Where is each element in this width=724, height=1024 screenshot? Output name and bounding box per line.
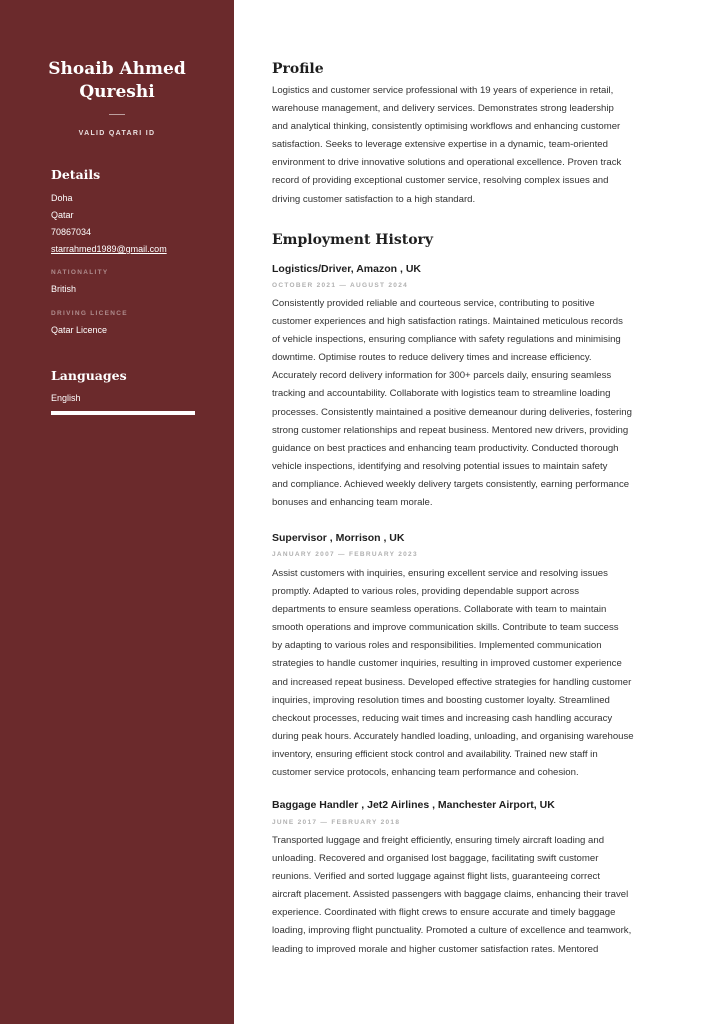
job-line: departments to ensure seamless operations. Collaborate with team to maintain — [272, 604, 607, 616]
job-line: customer experiences and high satisfaction ratings. Maintained meticulous records — [272, 316, 623, 328]
language-level-bar — [51, 411, 195, 415]
name-line-1: Shoaib Ahmed — [48, 59, 186, 79]
job-line: promptly. Adapted to various roles, providing dependable support across — [272, 586, 580, 598]
nationality-label: NATIONALITY — [51, 269, 109, 276]
job-line: loading, improving flight punctuality. Promoted a culture of excellence and teamwork, — [272, 925, 632, 937]
profile-line: environment to drive innovative solutions and operational excellence. Proven track — [272, 157, 622, 169]
details-phone: 70867034 — [51, 227, 92, 237]
job-title: Supervisor , Morrison , UK — [272, 532, 405, 544]
job-line: aircraft placement. Assisted passengers with baggage claims, enhancing their travel — [272, 889, 629, 901]
job-line: Accurately record delivery information for 300+ parcels daily, ensuring seamless — [272, 370, 612, 382]
job-line: Transported luggage and freight efficiently, ensuring timely aircraft loading and — [272, 835, 605, 846]
job-description — [272, 832, 678, 959]
details-city: Doha — [51, 193, 73, 203]
job-line: smooth operations and improve communication skills. Contribute to team success — [272, 622, 619, 634]
name-line-2: Qureshi — [79, 82, 155, 102]
profile-line: warehouse management, and delivery services. Demonstrates strong leadership — [272, 103, 614, 115]
job-line: guidance on best practices and enhancing team productivity. Conducted thorough — [272, 442, 619, 454]
profile-line: satisfaction. Seeks to leverage extensive expertise in a dynamic, team-oriented — [272, 139, 608, 151]
details-country: Qatar — [51, 210, 74, 220]
job-line: unloading. Recovered and organised lost baggage, facilitating swift customer — [272, 853, 599, 865]
subtitle: VALID QATARI ID — [78, 130, 156, 137]
profile-line: Logistics and customer service professional with 19 years of experience in retail, — [272, 85, 614, 96]
job-line: of vehicle inspections, ensuring compliance with safety regulations and minimising — [272, 334, 621, 346]
driving-licence-value: Qatar Licence — [51, 325, 108, 335]
profile-line: and analytical thinking, consistently optimising workflows and enhancing customer — [272, 121, 621, 133]
name-divider — [109, 114, 125, 115]
profile-line: driving customer satisfaction to a high standard. — [272, 193, 476, 205]
job-line: and compliance. Achieved weekly delivery targets consistently, earning performance — [272, 478, 630, 490]
job-title: Logistics/Driver, Amazon , UK — [272, 263, 421, 275]
employment-heading: Employment History — [272, 232, 434, 248]
nationality-value: British — [51, 284, 77, 294]
job-line: checkout processes, reducing wait times and increasing cash handling accuracy — [272, 712, 613, 724]
job-description — [272, 565, 678, 782]
job-line: leading to improved morale and higher customer satisfaction rates. Mentored — [272, 943, 599, 955]
details-heading: Details — [51, 167, 101, 182]
job-line: tracking and accountability. Collaborate with logistics team to streamline loading — [272, 388, 611, 400]
email-link[interactable]: starrahmed1989@gmail.com — [51, 244, 167, 254]
job-line: vehicle inspections, identifying and resolving potential issues to maintain safety — [272, 460, 608, 472]
job-line: downtime. Optimise routes to reduce delivery times and increase efficiency. — [272, 352, 592, 364]
driving-licence-label: DRIVING LICENCE — [51, 310, 128, 317]
job-dates: JUNE 2017 — FEBRUARY 2018 — [272, 819, 401, 826]
job-line: bonuses and enhancing team morale. — [272, 497, 433, 509]
profile-line: record of providing exceptional customer service, resolving complex issues and — [272, 175, 609, 187]
job-line: strong customer relationships and repeat business. Mentored new drivers, providing — [272, 424, 629, 436]
job-line: and increased repeat business. Developed effective strategies for handling customer — [272, 676, 632, 688]
language-english: English — [51, 393, 81, 403]
job-line: inquiries, improving resolution times and boosting customer loyalty. Streamlined — [272, 694, 610, 706]
profile-heading: Profile — [272, 61, 324, 77]
job-line: customer service protocols, enhancing team performance and cohesion. — [272, 767, 579, 779]
job-dates: JANUARY 2007 — FEBRUARY 2023 — [272, 551, 418, 558]
job-line: processes. Consistently maintained a positive demeanour during deliveries, fostering — [272, 406, 632, 418]
job-description — [272, 295, 678, 512]
languages-heading: Languages — [51, 368, 127, 383]
job-line: by adapting to various roles and responsibilities. Implemented communication — [272, 640, 602, 652]
profile-text — [272, 82, 678, 209]
candidate-name — [0, 58, 234, 104]
job-line: Assist customers with inquiries, ensuring excellent service and resolving issues — [272, 568, 608, 579]
job-line: during peak hours. Accurately handled loading, unloading, and organising warehouse — [272, 730, 634, 742]
job-line: strategies to handle customer inquiries, resulting in improved customer experience — [272, 658, 622, 670]
job-dates: OCTOBER 2021 — AUGUST 2024 — [272, 282, 409, 289]
job-line: Consistently provided reliable and courteous service, contributing to positive — [272, 298, 595, 309]
sidebar — [0, 0, 234, 1024]
job-line: experience. Coordinated with flight crews to ensure accurate and timely baggage — [272, 907, 616, 919]
job-line: inventory, ensuring efficient stock control and availability. Trained new staff in — [272, 748, 598, 760]
job-title: Baggage Handler , Jet2 Airlines , Manchester Airport, UK — [272, 799, 555, 811]
job-line: reunions. Verified and sorted luggage against flight lists, guaranteeing correct — [272, 871, 600, 883]
